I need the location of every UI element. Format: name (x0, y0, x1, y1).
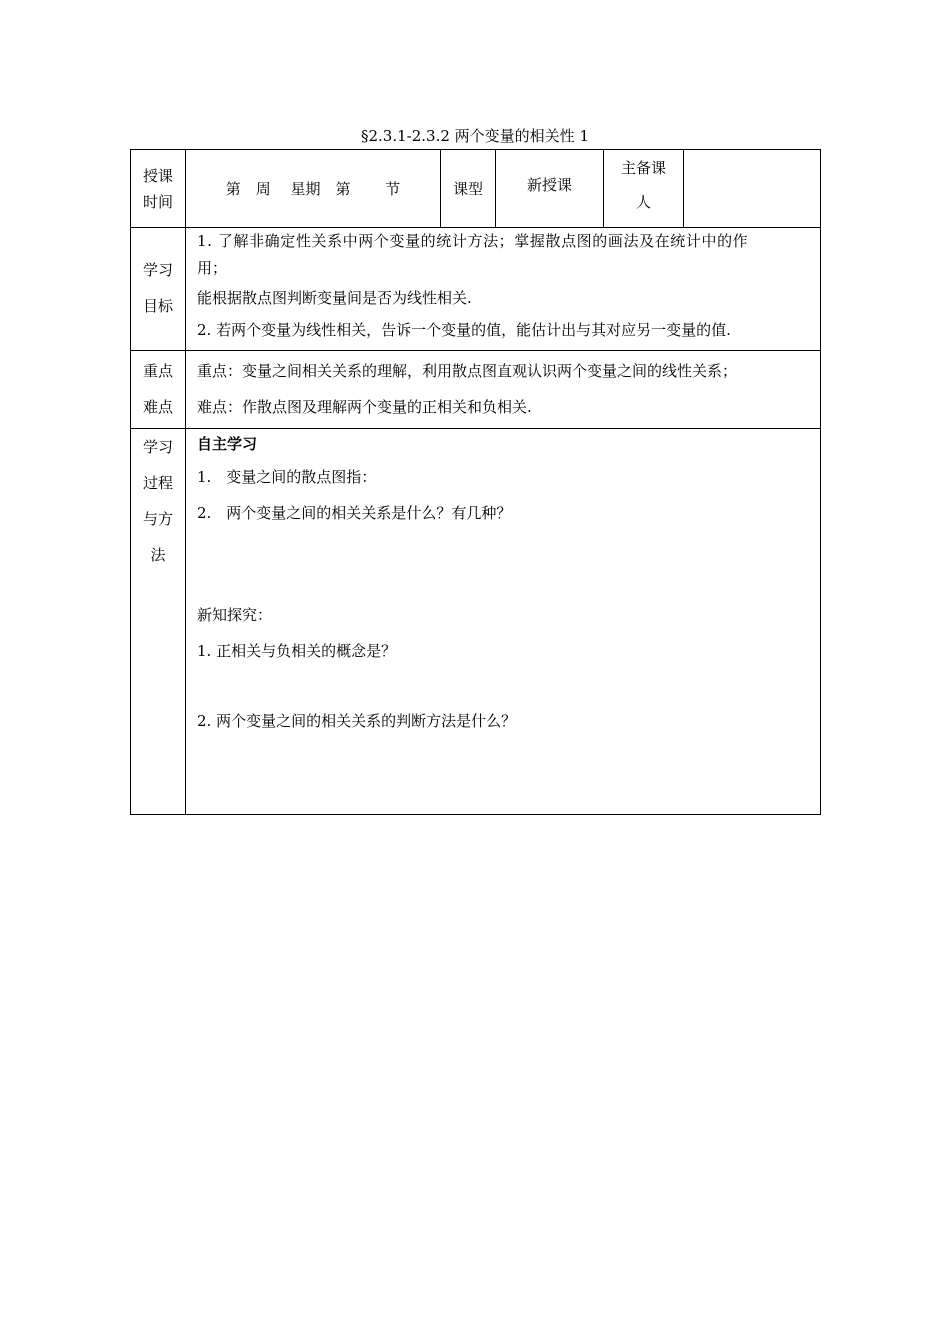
keypoints-label-cell (131, 351, 186, 429)
difficulty-point: 难点：作散点图及理解两个变量的正相关和负相关. (197, 398, 532, 416)
preparer-label-cell (604, 150, 684, 228)
goal-2: 2. 若两个变量为线性相关，告诉一个变量的值，能估计出与其对应另一变量的值. (197, 321, 731, 339)
goals-row (131, 228, 821, 351)
process-label-cell (131, 429, 186, 815)
process-row (131, 429, 821, 815)
type-value-cell (496, 150, 604, 228)
type-value: 新授课 (526, 176, 572, 194)
goal-1-line-a: 1. 了解非确定性关系中两个变量的统计方法；掌握散点图的画法及在统计中的作 (197, 232, 749, 250)
process-label-line3: 与方 (142, 510, 173, 528)
process-label-line4: 法 (150, 546, 166, 564)
time-label-line1: 授课 (142, 166, 173, 185)
document-title: §2.3.1-2.3.2 两个变量的相关性 1 (361, 127, 589, 145)
keypoints-content-cell (186, 351, 821, 429)
goals-label-cell (131, 228, 186, 351)
time-value: 第 周 星期 第 节 (225, 180, 401, 198)
keypoints-label-line1: 重点 (142, 362, 173, 380)
preparer-value-cell (684, 150, 821, 228)
self-study-question-1: 1. 变量之间的散点图指： (197, 468, 377, 486)
type-label: 课型 (452, 180, 483, 198)
header-row (131, 150, 821, 228)
process-content-cell (186, 429, 821, 815)
preparer-label-line2: 人 (635, 193, 651, 211)
keypoints-label-line2: 难点 (142, 398, 173, 416)
time-value-cell (186, 150, 441, 228)
lesson-plan-table (130, 149, 821, 815)
explore-question-2: 2. 两个变量之间的相关关系的判断方法是什么？ (197, 712, 517, 730)
self-study-heading: 自主学习 (197, 435, 258, 453)
explore-question-1: 1. 正相关与负相关的概念是？ (197, 642, 397, 660)
type-label-cell (441, 150, 496, 228)
goals-content-cell (186, 228, 821, 351)
key-point: 重点：变量之间相关关系的理解，利用散点图直观认识两个变量之间的线性关系； (197, 362, 738, 380)
goal-1-line-c: 能根据散点图判断变量间是否为线性相关. (197, 289, 472, 307)
goals-label-line2: 目标 (142, 297, 173, 315)
preparer-label-line1: 主备课 (620, 159, 666, 177)
self-study-question-2: 2. 两个变量之间的相关关系是什么？有几种？ (197, 504, 512, 522)
time-label-cell (131, 150, 186, 228)
process-label-line1: 学习 (142, 438, 173, 456)
process-label-line2: 过程 (142, 474, 173, 492)
time-label-line2: 时间 (142, 192, 173, 211)
goals-label-line1: 学习 (142, 261, 173, 279)
explore-heading: 新知探究： (197, 606, 273, 624)
keypoints-row (131, 351, 821, 429)
goal-1-line-b: 用； (197, 259, 228, 277)
